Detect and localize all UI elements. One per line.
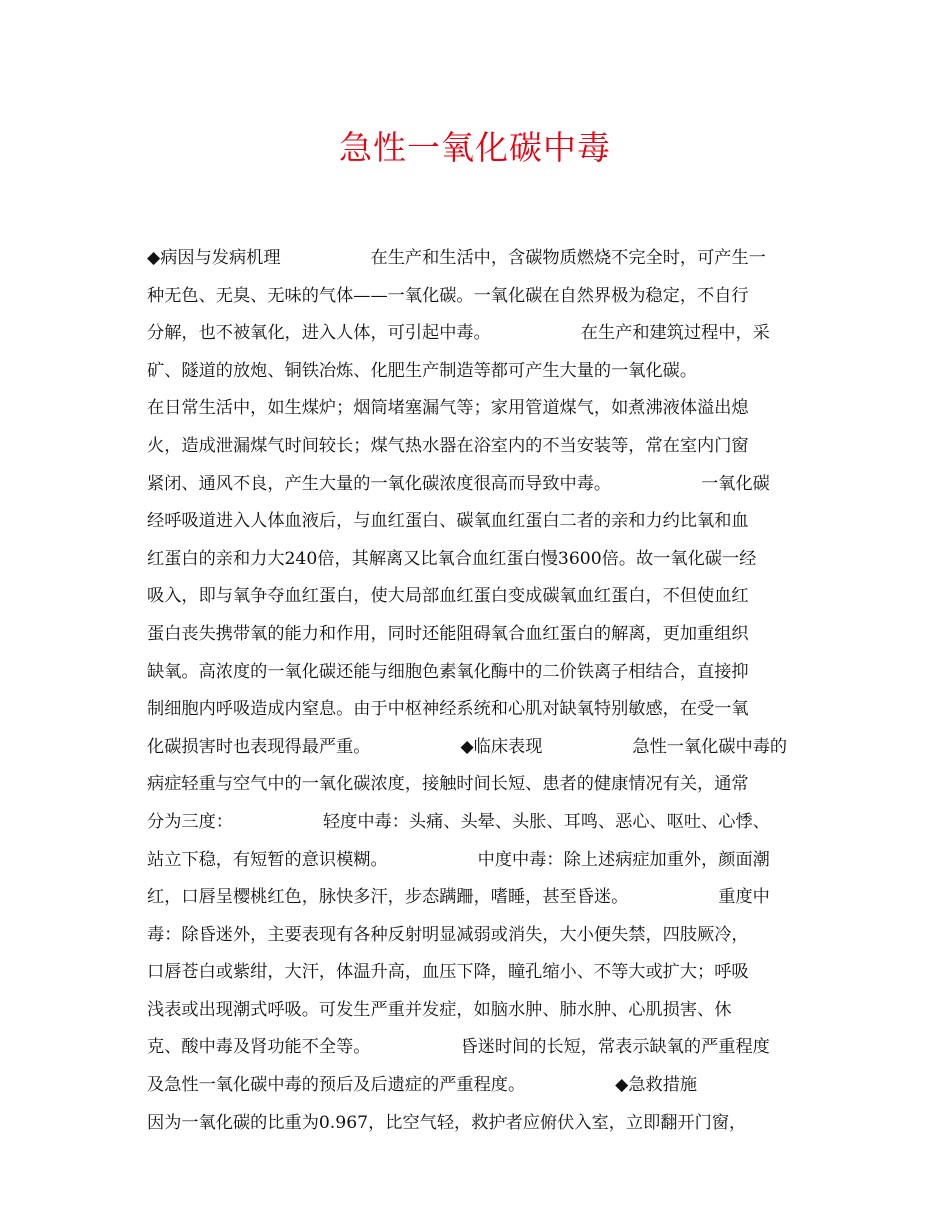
text-run: 种无色、无臭、无味的气体——一氧化碳。一氧化碳在自然界极为稳定，不自行 — [147, 285, 749, 306]
text-run: 站立下稳，有短暂的意识模糊。 — [147, 849, 388, 870]
text-run: 因为一氧化碳的比重为0.967，比空气轻，救护者应俯伏入室，立即翻开门窗， — [147, 1112, 747, 1133]
text-run: 火，造成泄漏煤气时间较长；煤气热水器在浴室内的不当安装等，常在室内门窗 — [147, 435, 749, 456]
text-run: 在日常生活中，如生煤炉；烟筒堵塞漏气等；家用管道煤气，如煮沸液体溢出熄 — [147, 398, 749, 419]
text-run: 轻度中毒：头痛、头晕、头胀、耳鸣、恶心、呕吐、心悸、 — [322, 811, 770, 832]
body-line — [147, 729, 807, 767]
body-line — [147, 691, 807, 729]
text-run: 一氧化碳 — [701, 473, 770, 494]
body-line — [147, 954, 807, 992]
text-run: 毒：除昏迷外，主要表现有各种反射明显减弱或消失，大小便失禁，四肢厥冷， — [147, 924, 749, 945]
body-line — [147, 917, 807, 955]
text-run: 浅表或出现潮式呼吸。可发生严重并发症，如脑水肿、肺水肿、心肌损害、休 — [147, 999, 732, 1020]
body-line — [147, 654, 807, 692]
body-line — [147, 390, 807, 428]
body-line — [147, 541, 807, 579]
text-run: 蛋白丧失携带氧的能力和作用，同时还能阻碍氧合血红蛋白的解离，更加重组织 — [147, 623, 749, 644]
text-run: ◆临床表现 — [460, 736, 543, 757]
body-line — [147, 503, 807, 541]
text-run: 急性一氧化碳中毒的 — [632, 736, 788, 757]
body-line — [147, 842, 807, 880]
text-run: 昏迷时间的长短，常表示缺氧的严重程度 — [460, 1037, 770, 1058]
text-run: 吸入，即与氧争夺血红蛋白，使大局部血红蛋白变成碳氧血红蛋白，不但使血红 — [147, 586, 749, 607]
text-run: 中度中毒：除上述病症加重外，颜面潮 — [477, 849, 770, 870]
text-run: 缺氧。高浓度的一氧化碳还能与细胞色素氧化酶中的二价铁离子相结合，直接抑 — [147, 661, 749, 682]
body-line — [147, 1067, 807, 1105]
body-line — [147, 240, 807, 278]
body-line — [147, 879, 807, 917]
body-line — [147, 278, 807, 316]
text-run: 在生产和建筑过程中，采 — [580, 323, 770, 344]
text-run: 制细胞内呼吸造成内窒息。由于中枢神经系统和心肌对缺氧特别敏感，在受一氧 — [147, 699, 749, 720]
text-run: 在生产和生活中，含碳物质燃烧不完全时，可产生一 — [370, 248, 766, 268]
text-run: 分为三度： — [147, 811, 233, 832]
text-run: 紧闭、通风不良，产生大量的一氧化碳浓度很高而导致中毒。 — [147, 473, 612, 494]
body-line — [147, 578, 807, 616]
body-line — [147, 616, 807, 654]
body-line — [147, 353, 807, 391]
text-run: 重度中 — [718, 887, 770, 908]
body-line — [147, 466, 807, 504]
document-body — [147, 240, 807, 1142]
body-line — [147, 1029, 807, 1067]
text-run: 红，口唇呈樱桃红色，脉快多汗，步态蹒跚，嗜睡，甚至昏迷。 — [147, 887, 629, 908]
text-run: ◆病因与发病机理 — [147, 248, 281, 268]
body-line — [147, 804, 807, 842]
text-run: 口唇苍白或紫绀，大汗，体温升高，血压下降，瞳孔缩小、不等大或扩大；呼吸 — [147, 962, 749, 983]
text-run: 克、酸中毒及肾功能不全等。 — [147, 1037, 371, 1058]
text-run: 矿、隧道的放炮、铜铁冶炼、化肥生产制造等都可产生大量的一氧化碳。 — [147, 360, 698, 381]
text-run: 化碳损害时也表现得最严重。 — [147, 736, 371, 757]
body-line — [147, 992, 807, 1030]
text-run: 病症轻重与空气中的一氧化碳浓度，接触时间长短、患者的健康情况有关，通常 — [147, 774, 749, 795]
text-run: 红蛋白的亲和力大240倍，其解离又比氧合血红蛋白慢3600倍。故一氧化碳一经 — [147, 548, 757, 569]
body-line — [147, 428, 807, 466]
body-line — [147, 315, 807, 353]
text-run: ◆急救措施 — [615, 1075, 698, 1096]
document-title: 急性一氧化碳中毒 — [339, 128, 611, 167]
text-run: 及急性一氧化碳中毒的预后及后遗症的严重程度。 — [147, 1075, 526, 1096]
text-run: 经呼吸道进入人体血液后，与血红蛋白、碳氧血红蛋白二者的亲和力约比氧和血 — [147, 511, 749, 532]
body-line — [147, 766, 807, 804]
text-run: 分解，也不被氧化，进入人体，可引起中毒。 — [147, 323, 491, 344]
body-line — [147, 1105, 807, 1143]
